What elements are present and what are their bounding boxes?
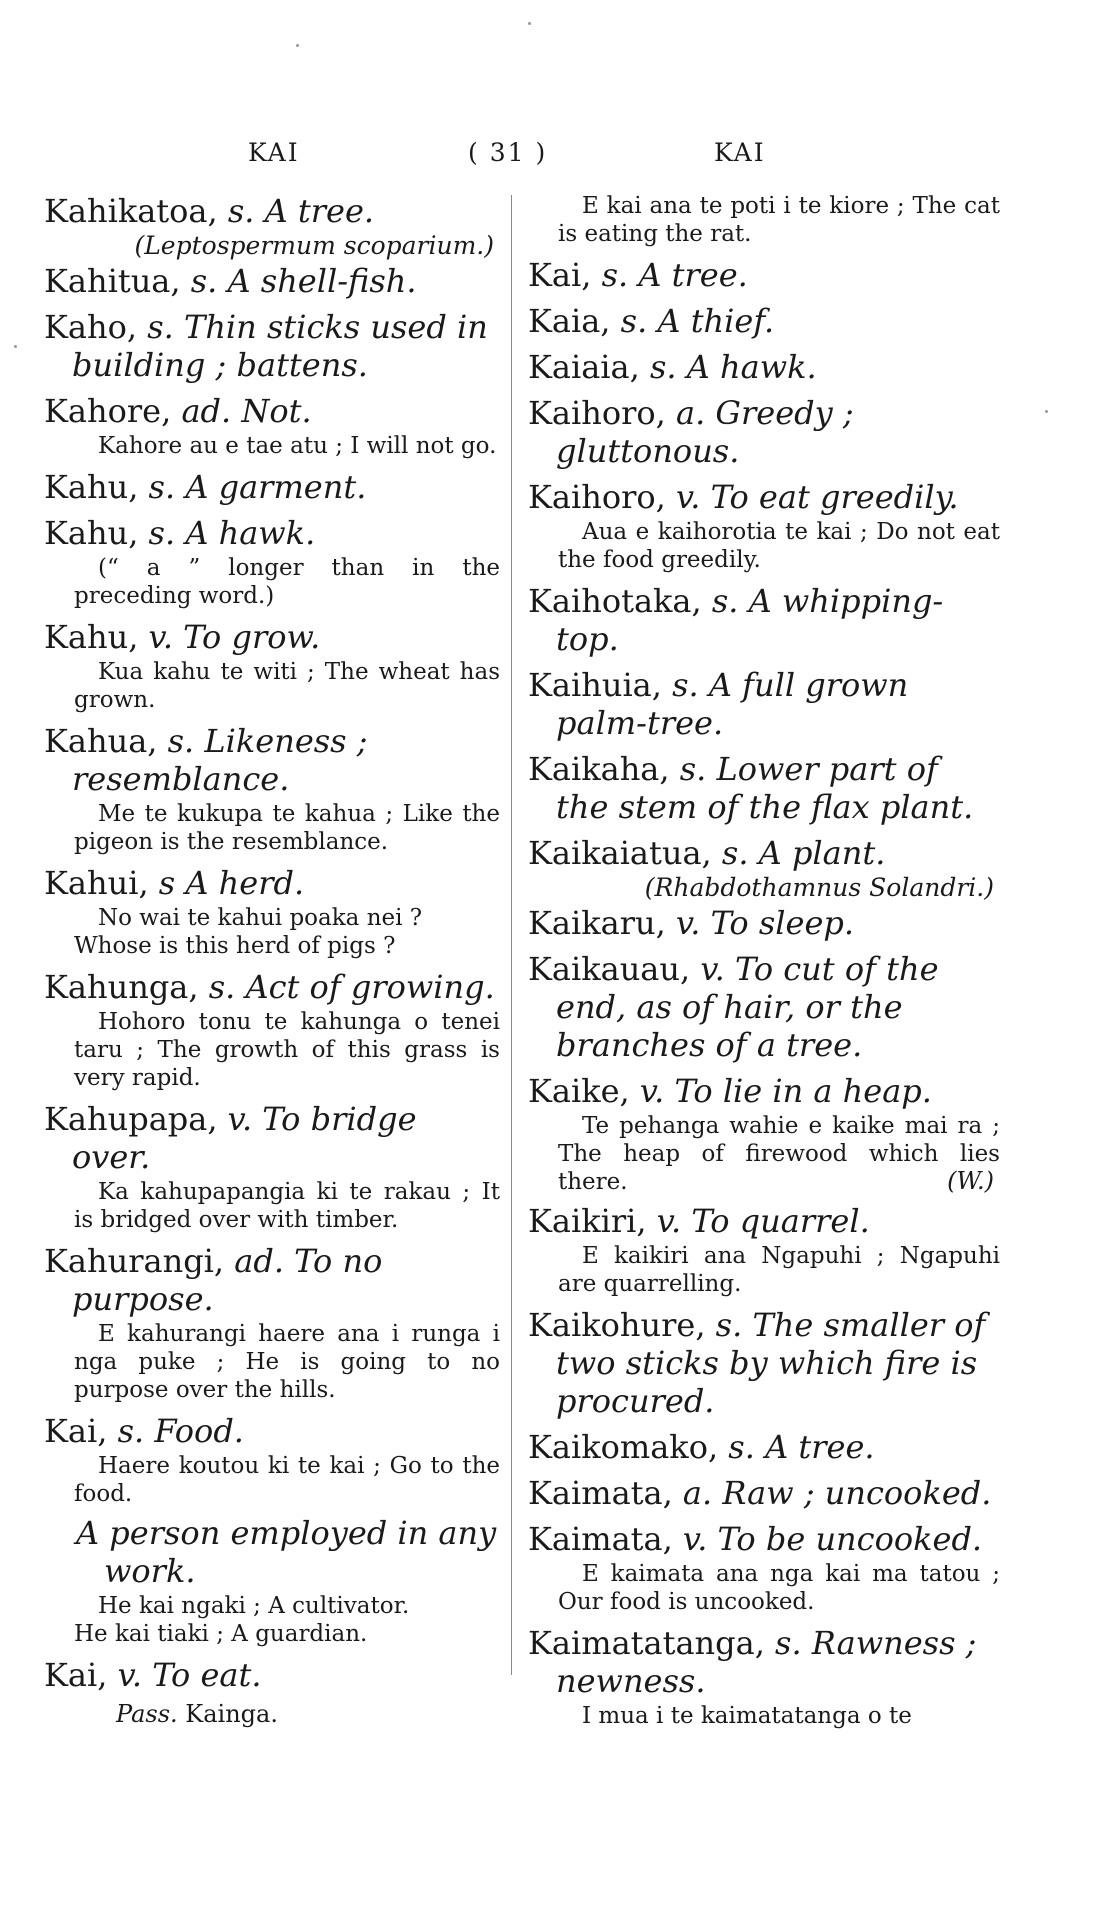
dictionary-entry bbox=[528, 302, 1000, 340]
dictionary-entry bbox=[44, 192, 500, 262]
entry-line bbox=[44, 1656, 500, 1694]
dictionary-entry bbox=[44, 618, 500, 714]
header-right-guide-word: KAI bbox=[714, 138, 766, 167]
dictionary-entry bbox=[44, 468, 500, 506]
dictionary-entry bbox=[528, 1520, 1000, 1616]
headword: Kaike, bbox=[528, 1072, 630, 1110]
part-of-speech: ad. bbox=[234, 1242, 284, 1280]
part-of-speech: s. bbox=[227, 192, 255, 230]
headword: Kaikomako, bbox=[528, 1428, 719, 1466]
definition: To quarrel. bbox=[691, 1202, 870, 1240]
definition: To grow. bbox=[183, 618, 321, 656]
definition: A tree. bbox=[638, 256, 748, 294]
headword: Kaiaia, bbox=[528, 348, 640, 386]
usage-example: Haere koutou ki te kai ; Go to the food. bbox=[74, 1453, 500, 1507]
part-of-speech: s. bbox=[721, 834, 749, 872]
usage-example: He kai ngaki ; A cultivator. bbox=[98, 1593, 410, 1619]
part-of-speech: s. bbox=[117, 1412, 145, 1450]
usage-note: (“ a ” longer than in the preceding word.) bbox=[74, 555, 500, 609]
part-of-speech: v. bbox=[117, 1656, 143, 1694]
dictionary-entry bbox=[528, 348, 1000, 386]
headword: Kahu, bbox=[44, 618, 139, 656]
headword: Kaihoro, bbox=[528, 478, 666, 516]
running-header bbox=[0, 138, 1114, 178]
entry-line bbox=[528, 950, 1000, 1064]
usage-example: Hohoro tonu te kahunga o tenei taru ; The growth of this grass is very rapid. bbox=[74, 1009, 500, 1091]
definition: To be uncooked. bbox=[717, 1520, 983, 1558]
usage-example: Kahore au e tae atu ; I will not go. bbox=[98, 433, 497, 459]
headword: Kahu, bbox=[44, 468, 139, 506]
definition: Food. bbox=[154, 1412, 244, 1450]
column-divider bbox=[511, 195, 512, 1675]
usage-translation: Whose is this herd of pigs ? bbox=[74, 933, 396, 959]
scan-speck bbox=[14, 345, 17, 348]
entry-line bbox=[44, 864, 500, 902]
entry-line bbox=[528, 1428, 1000, 1466]
entry-line bbox=[44, 1242, 500, 1318]
usage-example: Aua e kaihorotia te kai ; Do not eat the food greedily. bbox=[558, 519, 1000, 573]
part-of-speech: s. bbox=[601, 256, 629, 294]
part-of-speech: v. bbox=[656, 1202, 682, 1240]
dictionary-entry bbox=[528, 256, 1000, 294]
usage-example: No wai te kahui poaka nei ? bbox=[98, 905, 423, 931]
entry-line bbox=[528, 1306, 1000, 1420]
dictionary-entry bbox=[44, 722, 500, 856]
dictionary-entry bbox=[528, 1202, 1000, 1298]
dictionary-entry bbox=[528, 582, 1000, 658]
usage-example: Me te kukupa te kahua ; Like the pigeon is the resemblance. bbox=[74, 801, 500, 855]
dictionary-entry bbox=[528, 1072, 1000, 1194]
headword: Kai, bbox=[44, 1412, 108, 1450]
entry-line bbox=[528, 582, 1000, 658]
passive-word: Kainga. bbox=[185, 1700, 278, 1728]
entry-line bbox=[528, 348, 1000, 386]
left-column bbox=[44, 192, 500, 1738]
usage-example: E kaimata ana nga kai ma tatou ; Our food is uncooked. bbox=[558, 1561, 1000, 1615]
entry-line bbox=[44, 618, 500, 656]
page-number: ( 31 ) bbox=[468, 138, 548, 167]
part-of-speech: s. bbox=[775, 1624, 802, 1662]
entry-line bbox=[528, 302, 1000, 340]
entry-line bbox=[528, 1520, 1000, 1558]
headword: Kaikaiatua, bbox=[528, 834, 712, 872]
dictionary-entry bbox=[44, 1656, 500, 1730]
entry-line bbox=[44, 392, 500, 430]
headword: Kahikatoa, bbox=[44, 192, 218, 230]
entry-line bbox=[528, 750, 1000, 826]
usage-example: Te pehanga wahie e kaike mai ra ; The heap of firewood which lies there. bbox=[558, 1113, 1000, 1195]
entry-line bbox=[44, 968, 500, 1006]
definition: A plant. bbox=[758, 834, 886, 872]
definition: Not. bbox=[241, 392, 312, 430]
dictionary-entry bbox=[528, 1306, 1000, 1420]
headword: Kahunga, bbox=[44, 968, 199, 1006]
dictionary-entry bbox=[44, 1412, 500, 1648]
entry-line bbox=[528, 256, 1000, 294]
definition: A shell-fish. bbox=[227, 262, 417, 300]
dictionary-entry bbox=[44, 262, 500, 300]
part-of-speech: s. bbox=[715, 1306, 743, 1344]
entry-line bbox=[44, 722, 500, 798]
definition: A hawk. bbox=[686, 348, 817, 386]
part-of-speech: a. bbox=[682, 1474, 713, 1512]
definition: The smaller of two sticks by which fire is procured. bbox=[556, 1306, 986, 1420]
scan-speck bbox=[1045, 410, 1048, 413]
passive-form bbox=[44, 1698, 500, 1730]
headword: Kaihuia, bbox=[528, 666, 662, 704]
headword: Kaimatatanga, bbox=[528, 1624, 765, 1662]
entry-line bbox=[44, 1100, 500, 1176]
dictionary-entry bbox=[528, 394, 1000, 470]
part-of-speech: v. bbox=[675, 904, 701, 942]
part-of-speech: s. bbox=[190, 262, 218, 300]
definition: To sleep. bbox=[710, 904, 855, 942]
usage-example: E kaikiri ana Ngapuhi ; Ngapuhi are quarrelling. bbox=[558, 1243, 1000, 1297]
dictionary-entry bbox=[44, 1100, 500, 1234]
part-of-speech: a. bbox=[676, 394, 706, 432]
definition: A tree. bbox=[765, 1428, 875, 1466]
entry-line bbox=[528, 904, 1000, 942]
part-of-speech: s. bbox=[679, 750, 707, 788]
header-left-guide-word: KAI bbox=[248, 138, 300, 167]
dictionary-entry bbox=[528, 904, 1000, 942]
part-of-speech: v. bbox=[148, 618, 173, 656]
definition: A whipping-top. bbox=[556, 582, 944, 658]
part-of-speech: ad. bbox=[181, 392, 232, 430]
dictionary-entry bbox=[528, 834, 1000, 904]
entry-line bbox=[528, 478, 1000, 516]
definition: To lie in a heap. bbox=[674, 1072, 932, 1110]
usage-example: E kahurangi haere ana i runga i nga puke ; He is going to no purpose over the hills. bbox=[74, 1321, 500, 1403]
part-of-speech: s. bbox=[711, 582, 739, 620]
definition: Raw ; uncooked. bbox=[722, 1474, 992, 1512]
dictionary-entry bbox=[528, 750, 1000, 826]
entry-line bbox=[528, 1474, 1000, 1512]
part-of-speech: v. bbox=[676, 478, 701, 516]
definition: Act of growing. bbox=[245, 968, 495, 1006]
continued-example: E kai ana te poti i te kiore ; The cat is eating the rat. bbox=[558, 193, 1000, 247]
usage-example: Ka kahupapangia ki te rakau ; It is bridged over with timber. bbox=[74, 1179, 500, 1233]
scan-speck bbox=[296, 44, 299, 47]
secondary-sense: A person employed in any work. bbox=[76, 1514, 497, 1590]
source-attribution: (W.) bbox=[947, 1167, 994, 1195]
entry-line bbox=[528, 394, 1000, 470]
usage-example: I mua i te kaimatatanga o te bbox=[582, 1703, 912, 1729]
dictionary-entry bbox=[44, 864, 500, 960]
definition: A thief. bbox=[657, 302, 775, 340]
entry-line bbox=[528, 666, 1000, 742]
headword: Kahu, bbox=[44, 514, 139, 552]
part-of-speech: s. bbox=[148, 468, 176, 506]
dictionary-entry bbox=[44, 1242, 500, 1404]
definition: A tree. bbox=[264, 192, 375, 230]
definition: To no purpose. bbox=[72, 1242, 383, 1318]
dictionary-entry bbox=[44, 514, 500, 610]
entry-line bbox=[44, 514, 500, 552]
dictionary-entry bbox=[44, 308, 500, 384]
part-of-speech: s. bbox=[148, 514, 176, 552]
definition: To bridge over. bbox=[72, 1100, 417, 1176]
dictionary-entry bbox=[528, 666, 1000, 742]
headword: Kahua, bbox=[44, 722, 158, 760]
headword: Kahore, bbox=[44, 392, 172, 430]
usage-example: Kua kahu te witi ; The wheat has grown. bbox=[74, 659, 500, 713]
headword: Kaimata, bbox=[528, 1520, 673, 1558]
dictionary-entry bbox=[528, 1624, 1000, 1730]
headword: Kahitua, bbox=[44, 262, 181, 300]
scientific-name: (Rhabdothamnus Solandri.) bbox=[644, 873, 994, 902]
headword: Kahui, bbox=[44, 864, 149, 902]
part-of-speech: s. bbox=[620, 302, 648, 340]
entry-line bbox=[44, 262, 500, 300]
part-of-speech: s. bbox=[649, 348, 677, 386]
right-column bbox=[528, 192, 1000, 1738]
definition: Thin sticks used in building ; battens. bbox=[72, 308, 488, 384]
part-of-speech: v. bbox=[639, 1072, 665, 1110]
dictionary-entry bbox=[44, 392, 500, 460]
headword: Kai, bbox=[528, 256, 592, 294]
part-of-speech: v. bbox=[682, 1520, 708, 1558]
headword: Kaihoro, bbox=[528, 394, 666, 432]
passive-label: Pass. bbox=[116, 1700, 178, 1728]
headword: Kaikiri, bbox=[528, 1202, 647, 1240]
dictionary-entry bbox=[528, 1474, 1000, 1512]
definition: To cut of the end, as of hair, or the branches of a tree. bbox=[556, 950, 939, 1064]
entry-line bbox=[528, 834, 1000, 872]
dictionary-entry bbox=[528, 950, 1000, 1064]
entry-line bbox=[528, 1072, 1000, 1110]
dictionary-entry bbox=[528, 478, 1000, 574]
definition: Rawness ; newness. bbox=[556, 1624, 977, 1700]
headword: Kaikaha, bbox=[528, 750, 670, 788]
definition: A hawk. bbox=[185, 514, 316, 552]
entry-line bbox=[528, 1624, 1000, 1700]
entry-line bbox=[44, 1412, 500, 1450]
part-of-speech: s bbox=[158, 864, 176, 902]
entry-line bbox=[44, 468, 500, 506]
entry-line bbox=[44, 192, 500, 230]
part-of-speech: v. bbox=[700, 950, 725, 988]
part-of-speech: s. bbox=[167, 722, 195, 760]
headword: Kahupapa, bbox=[44, 1100, 218, 1138]
definition: A herd. bbox=[185, 864, 305, 902]
definition: To eat greedily. bbox=[710, 478, 959, 516]
part-of-speech: s. bbox=[208, 968, 236, 1006]
entry-line bbox=[528, 1202, 1000, 1240]
definition: To eat. bbox=[152, 1656, 262, 1694]
headword: Kai, bbox=[44, 1656, 108, 1694]
part-of-speech: s. bbox=[147, 308, 174, 346]
entry-line bbox=[44, 308, 500, 384]
headword: Kahurangi, bbox=[44, 1242, 225, 1280]
definition: A garment. bbox=[185, 468, 367, 506]
definition: Greedy ; gluttonous. bbox=[556, 394, 854, 470]
part-of-speech: s. bbox=[672, 666, 699, 704]
usage-example: He kai tiaki ; A guardian. bbox=[74, 1621, 368, 1647]
dictionary-entry bbox=[44, 968, 500, 1092]
headword: Kaihotaka, bbox=[528, 582, 702, 620]
part-of-speech: v. bbox=[227, 1100, 253, 1138]
definition: Lower part of the stem of the flax plant. bbox=[556, 750, 974, 826]
headword: Kaho, bbox=[44, 308, 138, 346]
scan-speck bbox=[528, 22, 531, 25]
definition: Likeness ; resemblance. bbox=[72, 722, 368, 798]
definition: A full grown palm-tree. bbox=[556, 666, 909, 742]
headword: Kaia, bbox=[528, 302, 611, 340]
scientific-name: (Leptospermum scoparium.) bbox=[134, 231, 494, 260]
headword: Kaikauau, bbox=[528, 950, 691, 988]
dictionary-entry bbox=[528, 1428, 1000, 1466]
part-of-speech: s. bbox=[728, 1428, 755, 1466]
headword: Kaikaru, bbox=[528, 904, 666, 942]
headword: Kaikohure, bbox=[528, 1306, 706, 1344]
headword: Kaimata, bbox=[528, 1474, 673, 1512]
